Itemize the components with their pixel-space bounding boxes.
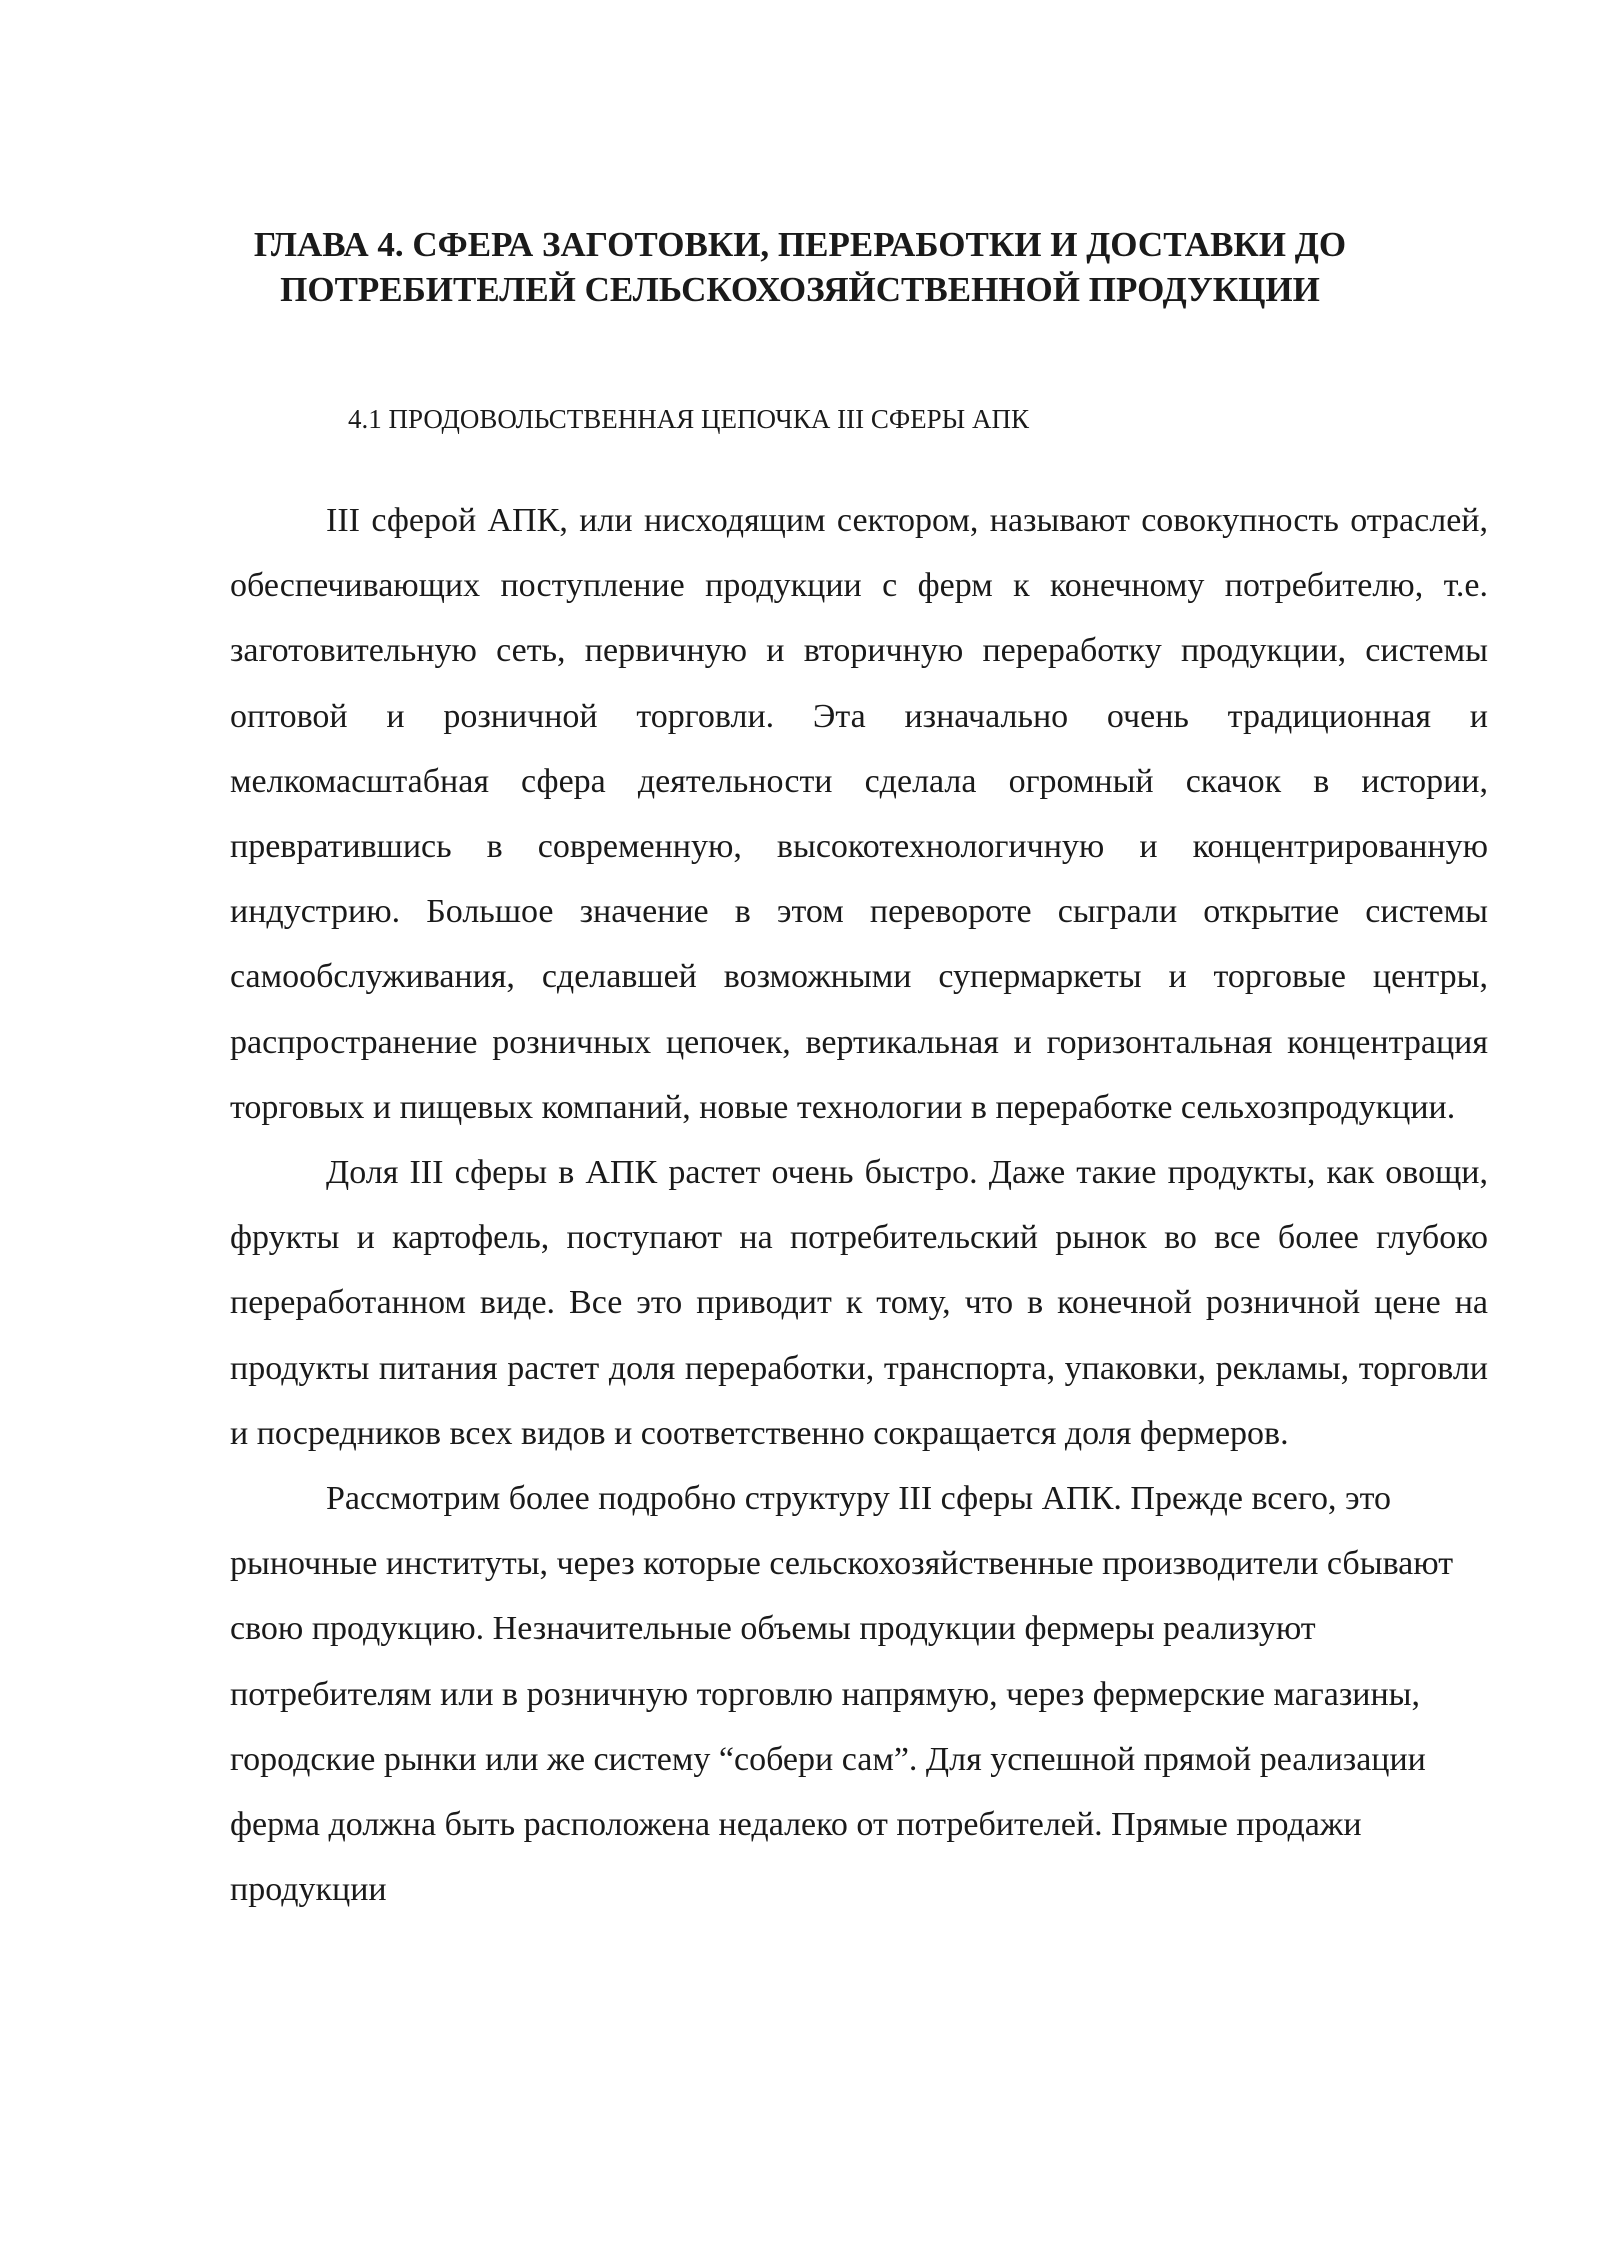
paragraph-1: III сферой АПК, или нисходящим сектором, называют совокупность отраслей, обеспечивающих поступление продукции с ферм к конечному потребителю, т.е. заготовительную сеть, первичную и вторичную переработку продукции, системы оптовой и розничной торговли. Эта изначально очень традиционная и мелкомасштабная сфера деятельности сделала огромный скачок в истории, превратившись в современную, высокотехнологичную и концентрированную индустрию. Большое значение в этом перевороте сыграли открытие системы самообслуживания, сделавшей возможными супермаркеты и торговые центры, распространение розничных цепочек, вертикальная и горизонтальная концентрация торговых и пищевых компаний, новые технологии в переработке сельхозпродукции. (230, 502, 1488, 1126)
paragraph-3: Рассмотрим более подробно структуру III сферы АПК. Прежде всего, это рыночные институты, через которые сельскохозяйственные производители сбывают свою продукцию. Незначительные объемы продукции фермеры реализуют потребителям или в розничную торговлю напрямую, через фермерские магазины, городские рынки или же систему “собери сам”. Для успешной прямой реализации ферма должна быть расположена недалеко от потребителей. Прямые продажи продукции (230, 1480, 1454, 1909)
body-text (230, 488, 1488, 1922)
chapter-title (200, 222, 1400, 312)
paragraph-2: Доля III сферы в АПК растет очень быстро. Даже такие продукты, как овощи, фрукты и картофель, поступают на потребительский рынок во все более глубоко переработанном виде. Все это приводит к тому, что в конечной розничной цене на продукты питания растет доля переработки, транспорта, упаковки, рекламы, торговли и посредников всех видов и соответственно сокращается доля фермеров. (230, 1154, 1488, 1452)
section-title: 4.1 ПРОДОВОЛЬСТВЕННАЯ ЦЕПОЧКА III СФЕРЫ АПК (348, 404, 1029, 434)
chapter-title-line-2: ПОТРЕБИТЕЛЕЙ СЕЛЬСКОХОЗЯЙСТВЕННОЙ ПРОДУКЦИИ (280, 270, 1320, 309)
chapter-title-line-1: ГЛАВА 4. СФЕРА ЗАГОТОВКИ, ПЕРЕРАБОТКИ И ДОСТАВКИ ДО (253, 225, 1347, 264)
